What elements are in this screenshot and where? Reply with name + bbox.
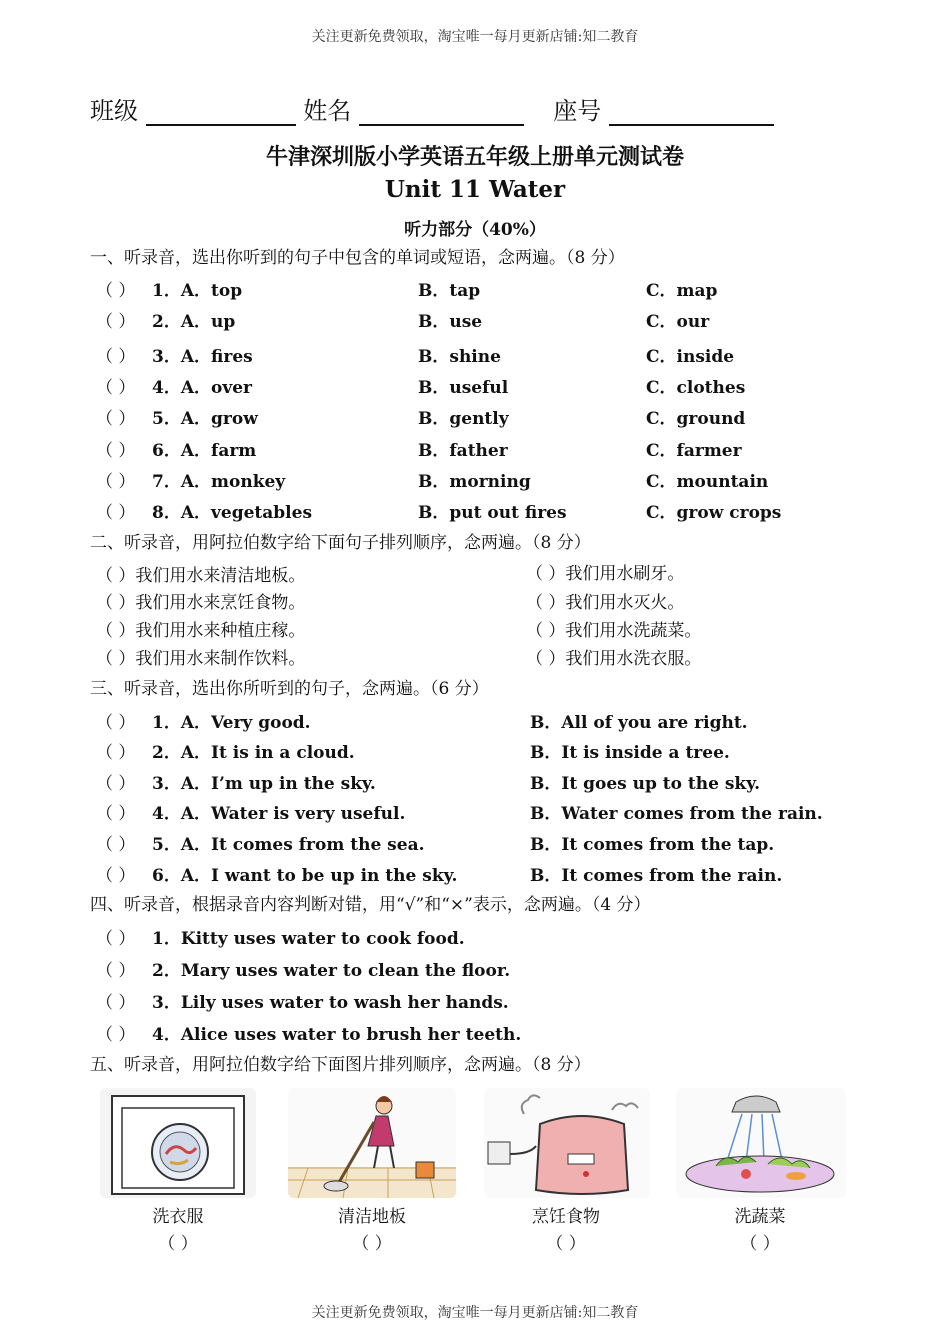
option-a: 2．A．It is in a cloud. — [152, 743, 355, 763]
option-b: B．gently — [418, 409, 509, 429]
washing-machine-picture — [100, 1088, 256, 1198]
option-b: B．It comes from the rain. — [530, 866, 783, 886]
answer-blank[interactable]: （ ） — [96, 312, 136, 332]
picture-order-blank[interactable]: （ ） — [740, 1234, 780, 1254]
section1-heading: 一、听录音，选出你听到的句子中包含的单词或短语，念两遍。（8 分） — [90, 248, 625, 268]
answer-blank[interactable]: （ ） — [96, 503, 136, 523]
option-a: 3．A．I’m up in the sky. — [152, 774, 376, 794]
option-a: 7．A．monkey — [152, 472, 286, 492]
name-blank[interactable] — [359, 102, 524, 126]
unit-title: Unit 11 Water — [384, 176, 566, 203]
option-a: 6．A．farm — [152, 441, 257, 461]
picture-caption: 洗衣服 — [152, 1207, 204, 1227]
rice-cooker-picture — [484, 1088, 650, 1198]
order-sentence-left[interactable]: （ ）我们用水来种植庄稼。 — [96, 621, 306, 641]
option-b: B．It is inside a tree. — [530, 743, 730, 763]
option-a: 4．A．Water is very useful. — [152, 804, 406, 824]
option-a: 1．A．top — [152, 281, 243, 301]
option-a: 5．A．grow — [152, 409, 258, 429]
picture-caption: 清洁地板 — [338, 1207, 406, 1227]
option-c: C．clothes — [646, 378, 746, 398]
picture-caption: 烹饪食物 — [532, 1207, 600, 1227]
seat-blank[interactable] — [609, 102, 774, 126]
class-blank[interactable] — [146, 102, 296, 126]
order-sentence-right[interactable]: （ ）我们用水洗衣服。 — [526, 649, 702, 669]
statement: 2．Mary uses water to clean the floor. — [152, 961, 511, 981]
option-a: 4．A．over — [152, 378, 253, 398]
answer-blank[interactable]: （ ） — [96, 929, 136, 949]
option-a: 1．A．Very good. — [152, 713, 311, 733]
listening-label: 听力部分（40%） — [404, 220, 546, 240]
seat-label: 座号 — [553, 97, 602, 125]
option-a: 8．A．vegetables — [152, 503, 313, 523]
option-a: 3．A．fires — [152, 347, 253, 367]
class-label: 班级 — [90, 97, 138, 125]
answer-blank[interactable]: （ ） — [96, 1025, 136, 1045]
cleaning-floor-picture — [288, 1088, 456, 1198]
option-b: B．It comes from the tap. — [530, 835, 775, 855]
order-sentence-left[interactable]: （ ）我们用水来烹饪食物。 — [96, 593, 306, 613]
exam-title: 牛津深圳版小学英语五年级上册单元测试卷 — [265, 144, 684, 170]
answer-blank[interactable]: （ ） — [96, 743, 136, 763]
option-b: B．father — [418, 441, 508, 461]
option-a: 6．A．I want to be up in the sky. — [152, 866, 458, 886]
order-sentence-left[interactable]: （ ）我们用水来制作饮料。 — [96, 649, 306, 669]
option-c: C．our — [646, 312, 710, 332]
option-c: C．map — [646, 281, 718, 301]
option-b: B．useful — [418, 378, 509, 398]
answer-blank[interactable]: （ ） — [96, 472, 136, 492]
header-note: 关注更新免费领取，淘宝唯一每月更新店铺:知二教育 — [311, 29, 639, 45]
answer-blank[interactable]: （ ） — [96, 441, 136, 461]
answer-blank[interactable]: （ ） — [96, 713, 136, 733]
picture-order-blank[interactable]: （ ） — [158, 1234, 198, 1254]
picture-order-blank[interactable]: （ ） — [352, 1234, 392, 1254]
name-label: 姓名 — [303, 97, 352, 125]
option-b: B．It goes up to the sky. — [530, 774, 761, 794]
option-b: B．use — [418, 312, 483, 332]
option-c: C．inside — [646, 347, 735, 367]
answer-blank[interactable]: （ ） — [96, 281, 136, 301]
footer-note: 关注更新免费领取，淘宝唯一每月更新店铺:知二教育 — [311, 1305, 639, 1321]
option-b: B．All of you are right. — [530, 713, 748, 733]
answer-blank[interactable]: （ ） — [96, 804, 136, 824]
option-b: B．shine — [418, 347, 501, 367]
option-a: 2．A．up — [152, 312, 236, 332]
option-c: C．mountain — [646, 472, 769, 492]
statement: 1．Kitty uses water to cook food. — [152, 929, 465, 949]
section5-heading: 五、听录音，用阿拉伯数字给下面图片排列顺序，念两遍。（8 分） — [90, 1055, 591, 1075]
order-sentence-right[interactable]: （ ）我们用水洗蔬菜。 — [526, 621, 702, 641]
option-b: B．Water comes from the rain. — [530, 804, 823, 824]
statement: 3．Lily uses water to wash her hands. — [152, 993, 509, 1013]
order-sentence-right[interactable]: （ ）我们用水灭火。 — [526, 593, 685, 613]
answer-blank[interactable]: （ ） — [96, 961, 136, 981]
option-b: B．tap — [418, 281, 481, 301]
answer-blank[interactable]: （ ） — [96, 347, 136, 367]
student-info-row — [90, 96, 774, 126]
section2-heading: 二、听录音，用阿拉伯数字给下面句子排列顺序，念两遍。（8 分） — [90, 533, 591, 553]
option-b: B．put out fires — [418, 503, 567, 523]
answer-blank[interactable]: （ ） — [96, 866, 136, 886]
order-sentence-right[interactable]: （ ）我们用水刷牙。 — [526, 564, 685, 584]
answer-blank[interactable]: （ ） — [96, 409, 136, 429]
section4-heading: 四、听录音，根据录音内容判断对错，用“√”和“×”表示，念两遍。（4 分） — [90, 895, 651, 915]
picture-order-blank[interactable]: （ ） — [546, 1234, 586, 1254]
option-b: B．morning — [418, 472, 531, 492]
statement: 4．Alice uses water to brush her teeth. — [152, 1025, 522, 1045]
answer-blank[interactable]: （ ） — [96, 835, 136, 855]
washing-vegetables-picture — [676, 1088, 846, 1198]
answer-blank[interactable]: （ ） — [96, 774, 136, 794]
picture-caption: 洗蔬菜 — [734, 1207, 786, 1227]
answer-blank[interactable]: （ ） — [96, 378, 136, 398]
answer-blank[interactable]: （ ） — [96, 993, 136, 1013]
option-c: C．farmer — [646, 441, 742, 461]
option-c: C．ground — [646, 409, 746, 429]
option-a: 5．A．It comes from the sea. — [152, 835, 425, 855]
order-sentence-left[interactable]: （ ）我们用水来清洁地板。 — [96, 566, 306, 586]
section3-heading: 三、听录音，选出你所听到的句子，念两遍。（6 分） — [90, 679, 489, 699]
option-c: C．grow crops — [646, 503, 782, 523]
